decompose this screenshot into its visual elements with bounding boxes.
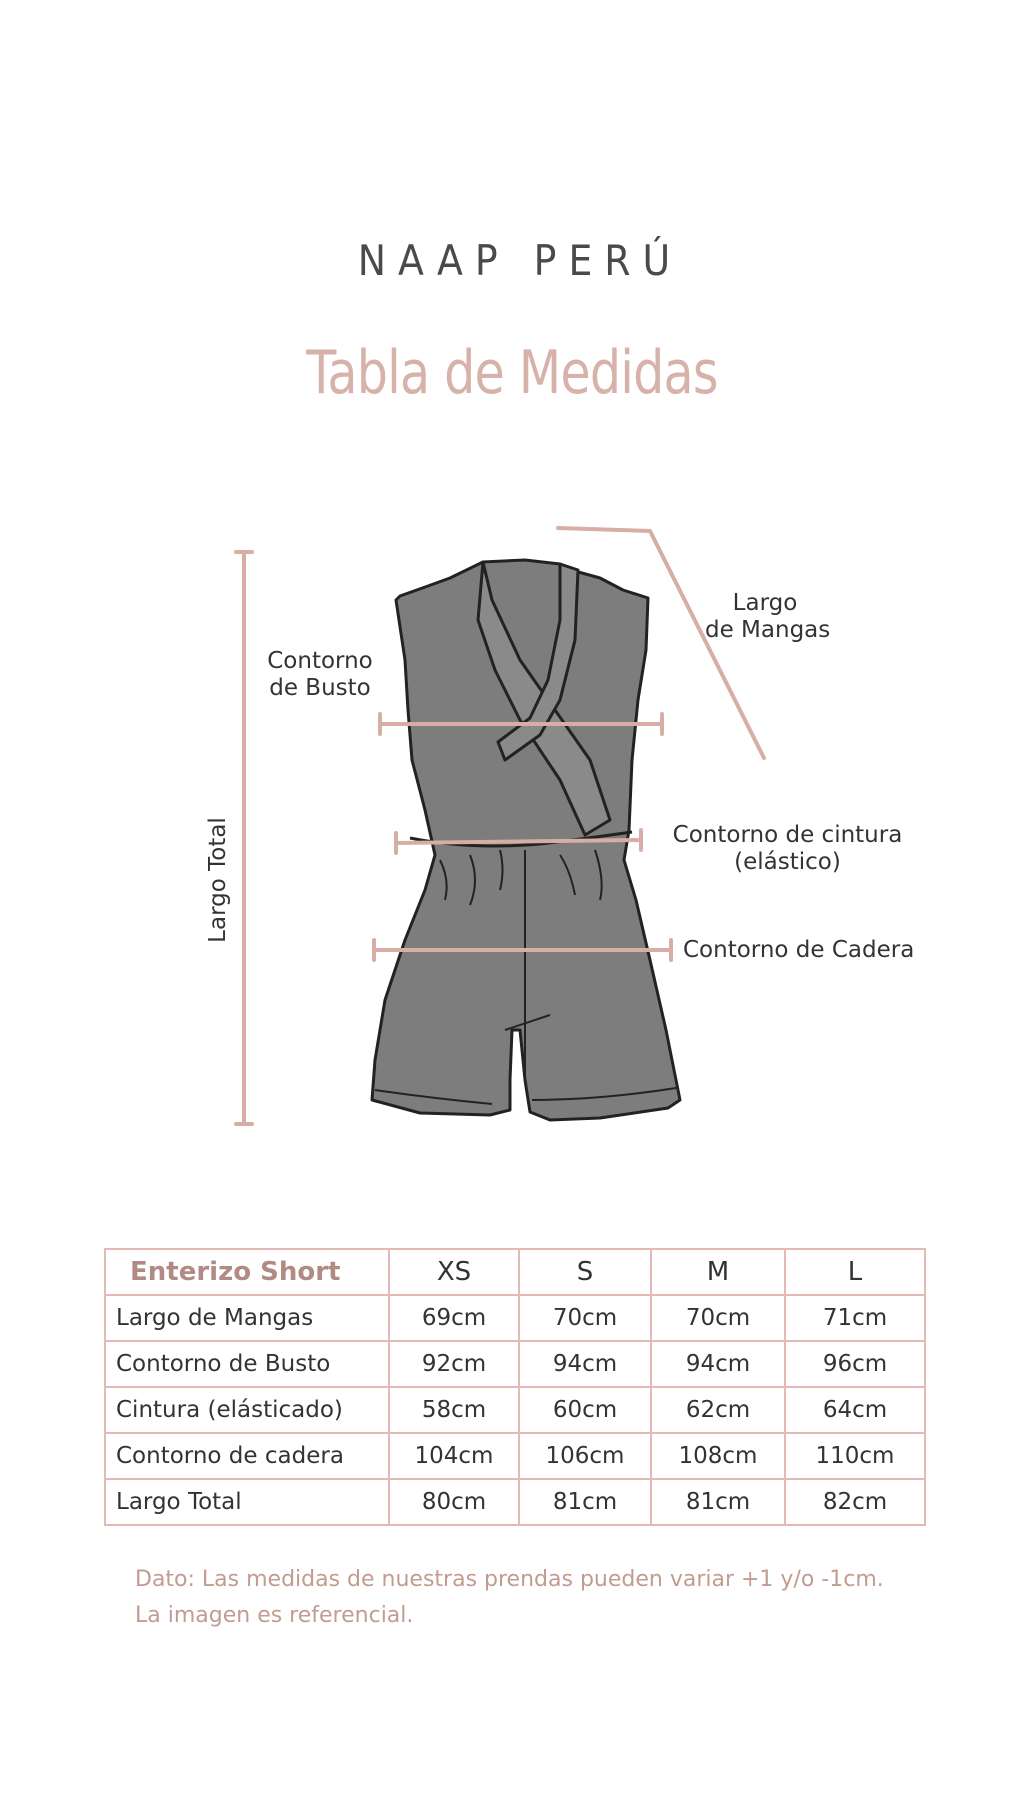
table-cell: 69cm	[389, 1295, 519, 1341]
total-length-line	[236, 552, 252, 1124]
row-label: Cintura (elásticado)	[105, 1387, 389, 1433]
total-length-label: Largo Total	[205, 817, 231, 943]
disclaimer-note	[135, 1562, 884, 1634]
table-cell: 62cm	[651, 1387, 785, 1433]
table-cell: 104cm	[389, 1433, 519, 1479]
table-cell: 96cm	[785, 1341, 925, 1387]
table-cell: 82cm	[785, 1479, 925, 1525]
size-chart-table	[104, 1248, 926, 1526]
size-header: S	[519, 1249, 651, 1295]
table-cell: 70cm	[519, 1295, 651, 1341]
note-line: Dato: Las medidas de nuestras prendas pueden variar +1 y/o -1cm.	[135, 1567, 884, 1592]
table-cell: 106cm	[519, 1433, 651, 1479]
table-cell: 81cm	[651, 1479, 785, 1525]
table-cell: 64cm	[785, 1387, 925, 1433]
table-cell: 94cm	[651, 1341, 785, 1387]
row-label: Largo Total	[105, 1479, 389, 1525]
table-cell: 71cm	[785, 1295, 925, 1341]
table-row	[105, 1341, 925, 1387]
size-header: XS	[389, 1249, 519, 1295]
table-cell: 94cm	[519, 1341, 651, 1387]
table-header-row	[105, 1249, 925, 1295]
table-row	[105, 1295, 925, 1341]
page-title: Tabla de Medidas	[306, 338, 718, 408]
row-label: Contorno de Busto	[105, 1341, 389, 1387]
brand-name: NAAP PERÚ	[357, 236, 683, 285]
row-label: Contorno de cadera	[105, 1433, 389, 1479]
size-header: L	[785, 1249, 925, 1295]
waist-label: Contorno de cintura (elástico)	[672, 822, 903, 875]
table-cell: 60cm	[519, 1387, 651, 1433]
table-row	[105, 1387, 925, 1433]
table-cell: 58cm	[389, 1387, 519, 1433]
table-cell: 108cm	[651, 1433, 785, 1479]
table-cell: 110cm	[785, 1433, 925, 1479]
table-cell: 80cm	[389, 1479, 519, 1525]
table-cell: 92cm	[389, 1341, 519, 1387]
table-cell: 81cm	[519, 1479, 651, 1525]
table-row	[105, 1433, 925, 1479]
table-title: Enterizo Short	[105, 1249, 389, 1295]
hip-label: Contorno de Cadera	[683, 937, 915, 963]
row-label: Largo de Mangas	[105, 1295, 389, 1341]
sleeve-length-label: Largo de Mangas	[705, 590, 831, 643]
note-line: La imagen es referencial.	[135, 1603, 414, 1628]
table-cell: 70cm	[651, 1295, 785, 1341]
bust-label: Contorno de Busto	[267, 648, 373, 701]
table-row	[105, 1479, 925, 1525]
size-header: M	[651, 1249, 785, 1295]
